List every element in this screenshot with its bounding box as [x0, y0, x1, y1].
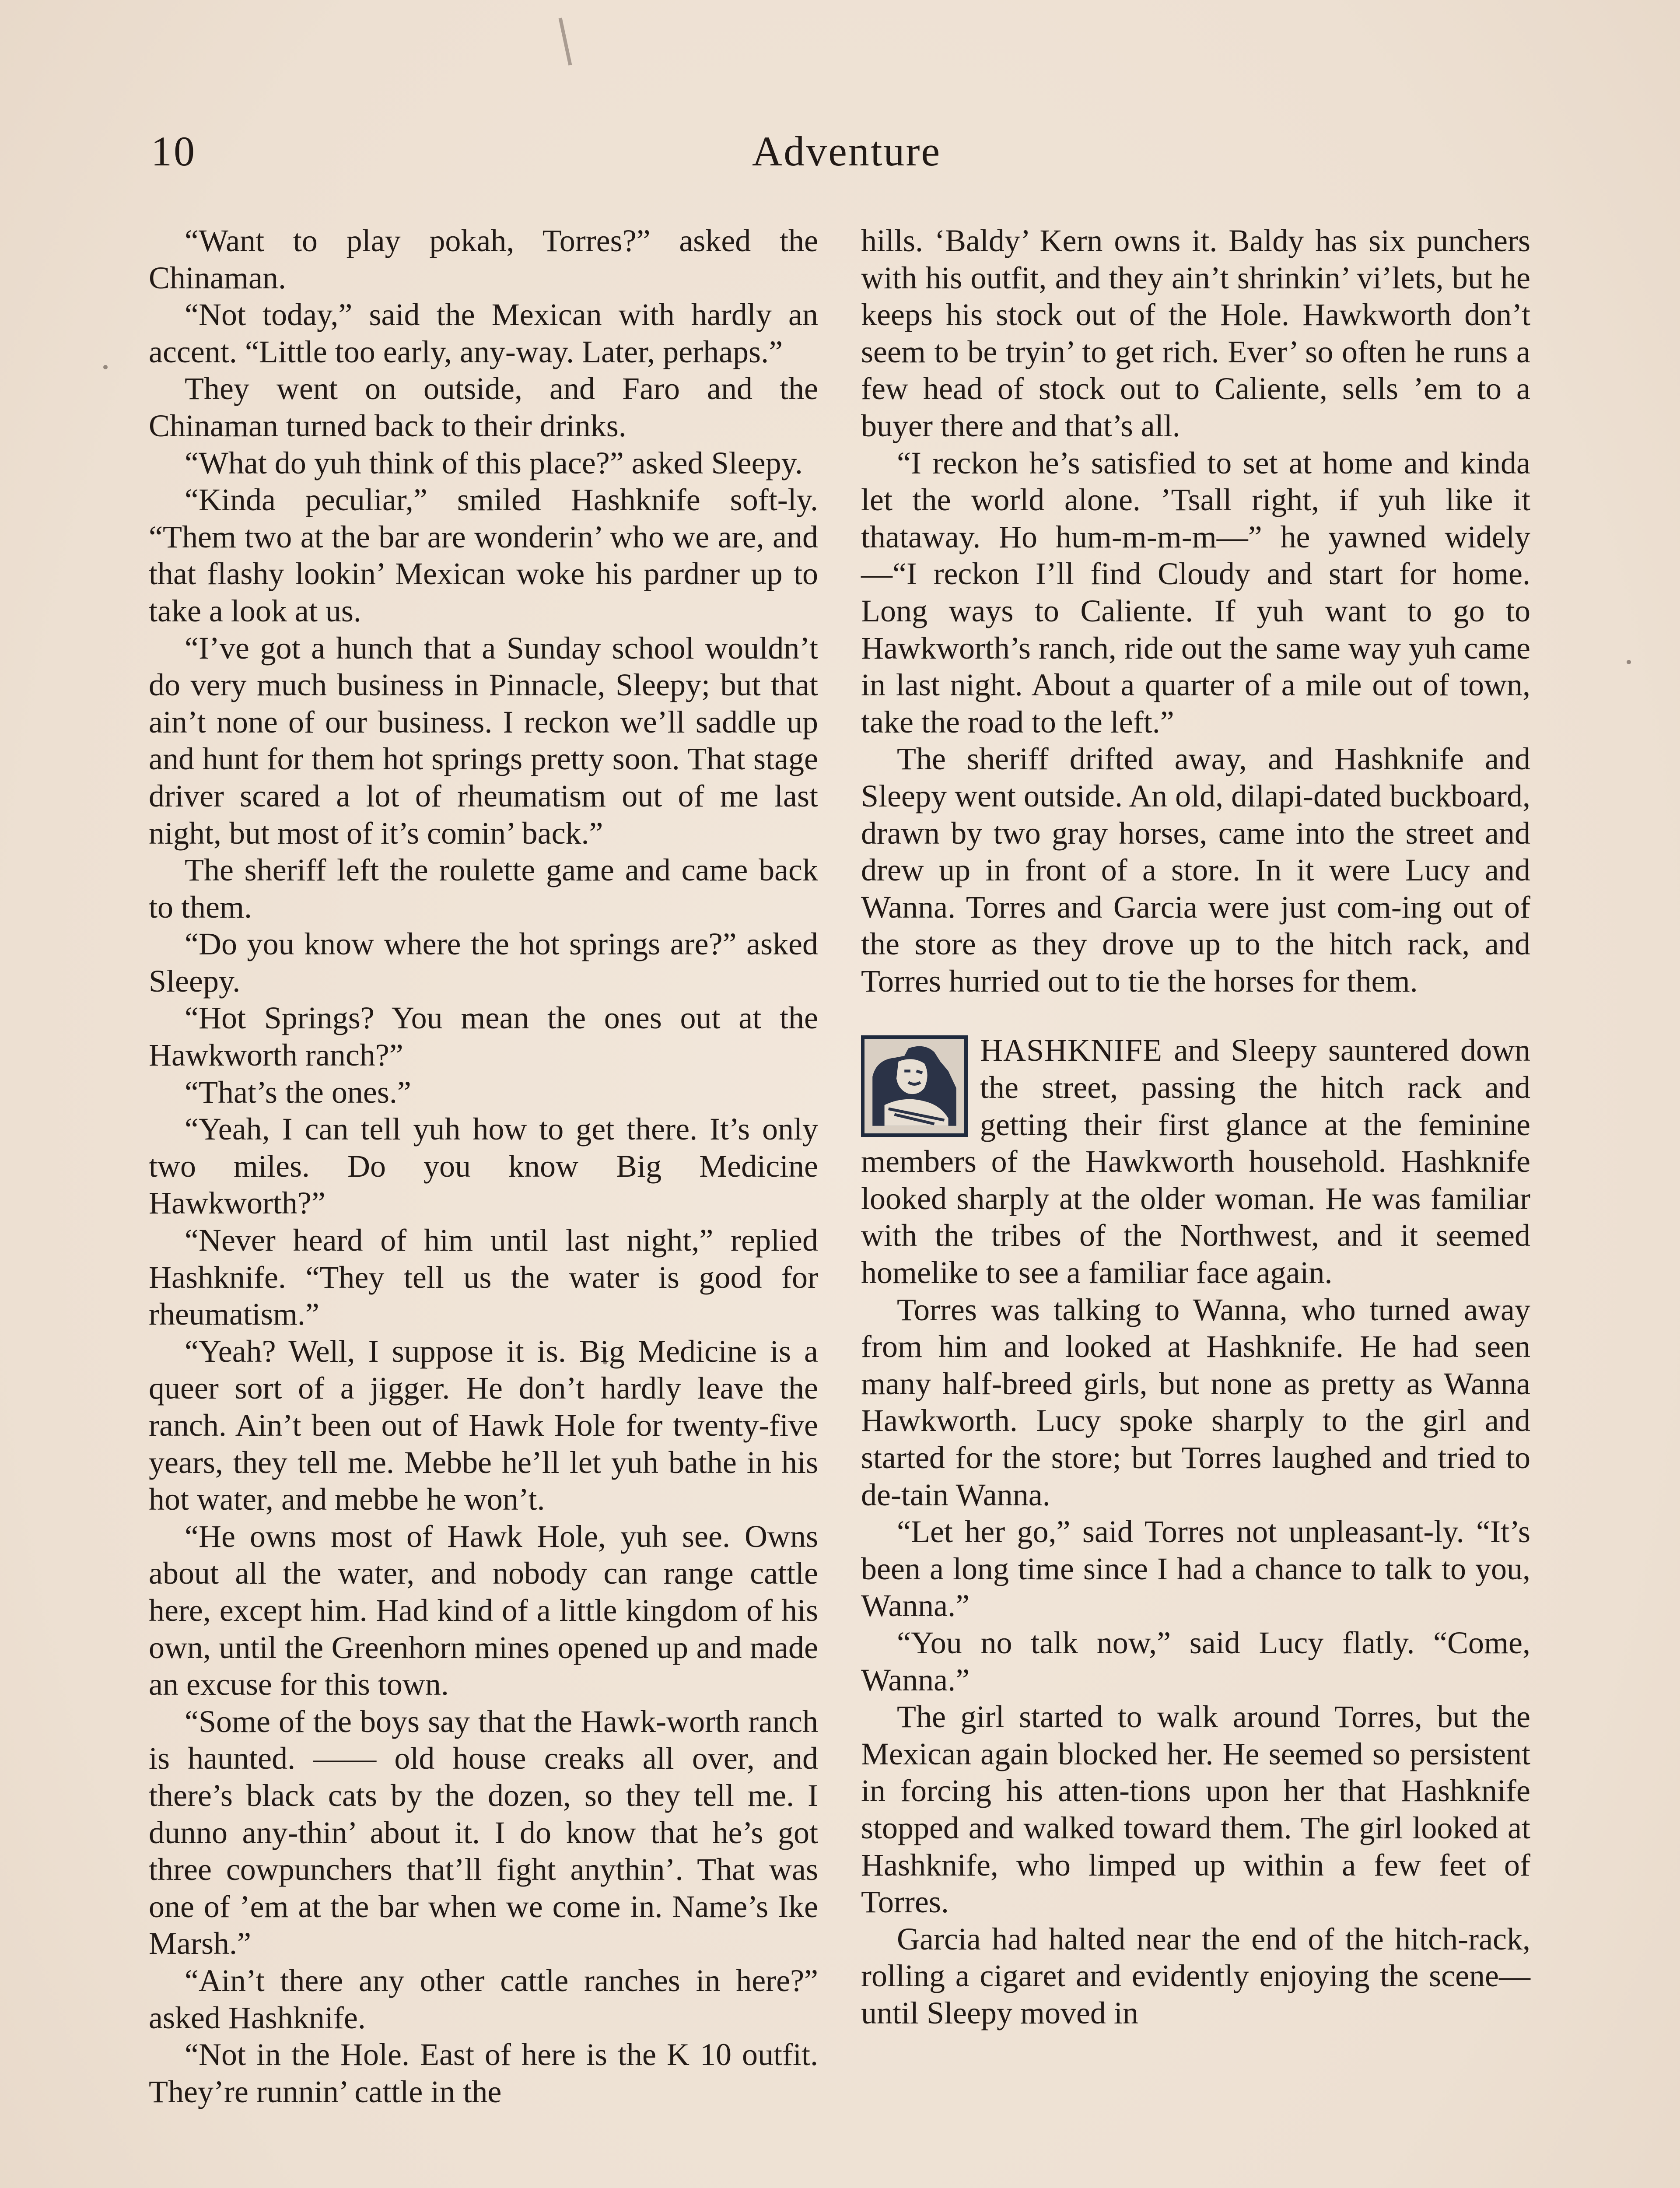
- paragraph: “That’s the ones.”: [185, 1074, 411, 1110]
- magazine-title: Adventure: [752, 128, 942, 175]
- paper-speck: [1627, 660, 1631, 664]
- paragraph: “Let her go,” said Torres not unpleasant-ly. “It’s been a long time since I had a chance to talk to you, Wanna.”: [861, 1514, 1530, 1623]
- paragraph: “Some of the boys say that the Hawk-worth ranch is haunted. —— old house creaks all over, and there’s black cats by the dozen, so they tell me. I dunno any-thin’ about it. I do know that he’s got three cowpunchers that’ll fight anythin’. That was one of ’em at the bar when we come in. Name’s Ike Marsh.”: [149, 1704, 818, 1961]
- dropcap-word: HASHKNIFE: [980, 1033, 1163, 1068]
- paragraph: “Do you know where the hot springs are?” asked Sleepy.: [149, 926, 818, 999]
- illustrated-initial-icon: [861, 1035, 968, 1137]
- paragraph: Garcia had halted near the end of the hitch-rack, rolling a cigaret and evidently enjoying the scene—until Sleepy moved in: [861, 1921, 1530, 2030]
- paragraph: The girl started to walk around Torres, but the Mexican again blocked her. He seemed so persistent in forcing his atten-tions upon her that Hashknife stopped and walked toward them. The girl looked at Hashknife, who limped up within a few feet of Torres.: [861, 1699, 1530, 1920]
- paragraph: “What do yuh think of this place?” asked Sleepy.: [185, 445, 803, 480]
- paragraph: “Yeah? Well, I suppose it is. Big Medicine is a queer sort of a jigger. He don’t hardly leave the ranch. Ain’t been out of Hawk Hole for twenty-five years, they tell me. Mebbe he’ll let yuh bathe in his hot water, and mebbe he won’t.: [149, 1333, 818, 1517]
- paragraph: “Not in the Hole. East of here is the K 10 outfit. They’re runnin’ cattle in the: [149, 2037, 818, 2109]
- paragraph-continuation: hills. ‘Baldy’ Kern owns it. Baldy has six punchers with his outfit, and they ain’t shrinkin’ vi’lets, but he keeps his stock out of the Hole. Hawkworth don’t seem to be tryin’ to get rich. Ever’ so often he runs a few head of stock out to Caliente, sells ’em to a buyer there and that’s all.: [861, 223, 1530, 443]
- dropcap-paragraph-text: and Sleepy sauntered down the street, passing the hitch rack and getting their first glance at the feminine members of the Hawkworth household. Hashknife looked sharply at the older woman. He was familiar with the tribes of the Northwest, and it seemed homelike to see a familiar face again.: [861, 1033, 1530, 1290]
- print-mark: [559, 18, 572, 65]
- paragraph: They went on outside, and Faro and the Chinaman turned back to their drinks.: [149, 371, 818, 443]
- paragraph: “Want to play pokah, Torres?” asked the Chinaman.: [149, 223, 818, 295]
- paragraph: The sheriff left the roulette game and came back to them.: [149, 852, 818, 925]
- page-number: 10: [151, 128, 196, 175]
- running-header: [151, 127, 1542, 184]
- paragraph: “Kinda peculiar,” smiled Hashknife soft-ly. “Them two at the bar are wonderin’ who we are, and that flashy lookin’ Mexican woke his pardner up to take a look at us.: [149, 482, 818, 628]
- paper-speck: [103, 365, 108, 369]
- paragraph: “Ain’t there any other cattle ranches in here?” asked Hashknife.: [149, 1963, 818, 2035]
- paragraph: “Never heard of him until last night,” replied Hashknife. “They tell us the water is good for rheumatism.”: [149, 1223, 818, 1332]
- paragraph: “Not today,” said the Mexican with hardly an accent. “Little too early, any-way. Later, perhaps.”: [149, 297, 818, 369]
- left-column: [149, 222, 818, 2110]
- paragraph: “I’ve got a hunch that a Sunday school wouldn’t do very much business in Pinnacle, Sleepy; but that ain’t none of our business. I reckon we’ll saddle up and hunt for them hot springs pretty soon. That stage driver scared a lot of rheumatism out of me last night, but most of it’s comin’ back.”: [149, 630, 818, 851]
- paragraph: “I reckon he’s satisfied to set at home and kinda let the world alone. ’Tsall right, if yuh like it thataway. Ho hum-m-m-m—” he yawned widely—“I reckon I’ll find Cloudy and start for home. Long ways to Caliente. If yuh want to go to Hawkworth’s ranch, ride out the same way yuh came in last night. About a quarter of a mile out of town, take the road to the left.”: [861, 445, 1530, 740]
- dropcap-paragraph: [861, 1032, 1530, 1291]
- paragraph: The sheriff drifted away, and Hashknife and Sleepy went outside. An old, dilapi-dated buckboard, drawn by two gray horses, came into the street and drew up in front of a store. In it were Lucy and Wanna. Torres and Garcia were just com-ing out of the store as they drove up to the hitch rack, and Torres hurried out to tie the horses for them.: [861, 741, 1530, 999]
- section-break: [861, 999, 1530, 1032]
- paragraph: “Yeah, I can tell yuh how to get there. It’s only two miles. Do you know Big Medicine Hawkworth?”: [149, 1112, 818, 1221]
- right-column: [861, 222, 1530, 2032]
- paragraph: “Hot Springs? You mean the ones out at the Hawkworth ranch?”: [149, 1000, 818, 1073]
- paragraph: Torres was talking to Wanna, who turned away from him and looked at Hashknife. He had seen many half-breed girls, but none as pretty as Wanna Hawkworth. Lucy spoke sharply to the girl and started for the store; but Torres laughed and tried to de-tain Wanna.: [861, 1292, 1530, 1512]
- paragraph: “He owns most of Hawk Hole, yuh see. Owns about all the water, and nobody can range cattle here, except him. Had kind of a little kingdom of his own, until the Greenhorn mines opened up and made an excuse for this town.: [149, 1518, 818, 1702]
- paragraph: “You no talk now,” said Lucy flatly. “Come, Wanna.”: [861, 1625, 1530, 1697]
